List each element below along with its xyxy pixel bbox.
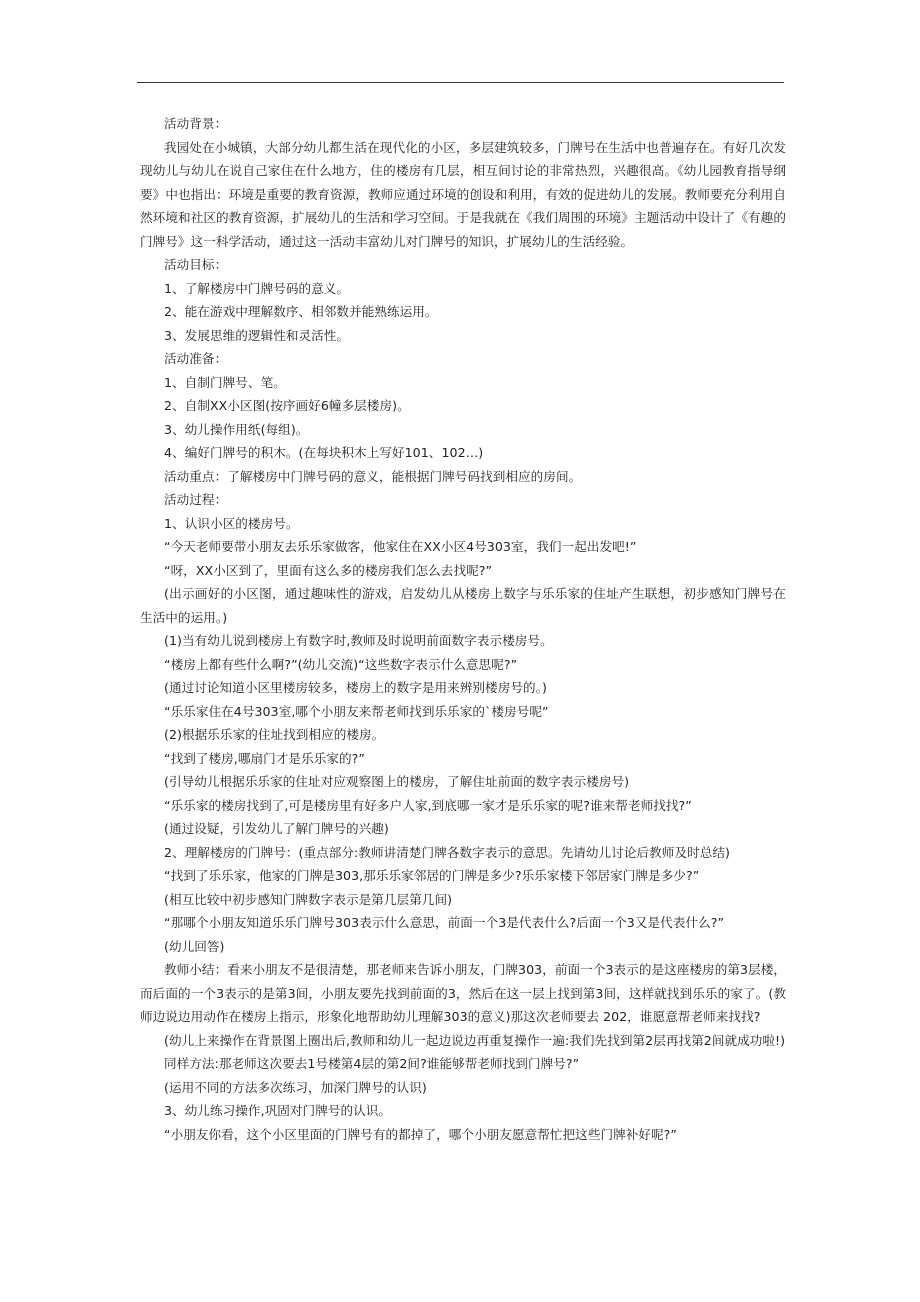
process-text: (2)根据乐乐家的住址找到相应的楼房。: [164, 727, 385, 742]
goal-item-2: 2、能在游戏中理解数序、相邻数并能熟练运用。: [164, 304, 438, 319]
process-text: (通过设疑，引发幼儿了解门牌号的兴趣): [164, 821, 389, 836]
document-body: [140, 112, 786, 1146]
process-text: (幼儿回答): [164, 938, 225, 954]
process-text: (出示画好的小区图，通过趣味性的游戏，启发幼儿从楼房上数字与乐乐家的住址产生联想，初步感知门牌号在生活中的运用。): [140, 586, 786, 625]
process-step-1: 1、认识小区的楼房号。: [164, 515, 299, 531]
goal-item-1: 1、了解楼房中门牌号码的意义。: [164, 280, 350, 296]
header-rule: [137, 82, 784, 83]
prep-item-4: 4、编好门牌号的积木。(在每块积木上写好101、102…): [164, 445, 484, 460]
heading-process: 活动过程：: [164, 492, 228, 507]
process-text: “找到了乐乐家，他家的门牌是303,那乐乐家邻居的门牌是多少?乐乐家楼下邻居家门牌是多少?”: [164, 868, 700, 883]
process-text: (相互比较中初步感知门牌数字表示是第几层第几间): [164, 891, 453, 907]
key-point: 活动重点：了解楼房中门牌号码的意义，能根据门牌号码找到相应的房间。: [164, 468, 582, 484]
process-text: (1)当有幼儿说到楼房上有数字时,教师及时说明前面数字表示楼房号。: [164, 633, 553, 648]
process-text: (幼儿上来操作在背景图上圈出后,教师和幼儿一起边说边再重复操作一遍:我们先找到第2层再找第2间就成功啦!): [164, 1032, 786, 1048]
heading-goals: 活动目标：: [164, 257, 228, 272]
process-step-2: 2、理解楼房的门牌号：(重点部分:教师讲清楚门牌各数字表示的意思。先请幼儿讨论后教师及时总结): [164, 844, 730, 860]
process-text: “乐乐家住在4号303室,哪个小朋友来帮老师找到乐乐家的`楼房号呢”: [164, 703, 549, 719]
process-text: “楼房上都有些什么啊?”(幼儿交流)“这些数字表示什么意思呢?”: [164, 656, 518, 672]
process-text: “乐乐家的楼房找到了,可是楼房里有好多户人家,到底哪一家才是乐乐家的呢?谁来帮老师找找?”: [164, 797, 692, 813]
heading-background: 活动背景：: [164, 116, 228, 131]
process-text: “那哪个小朋友知道乐乐门牌号303表示什么意思，前面一个3是代表什么?后面一个3又是代表什么?”: [164, 915, 725, 930]
process-text: “找到了楼房,哪扇门才是乐乐家的?”: [164, 750, 365, 766]
process-text: “呀，XX小区到了，里面有这么多的楼房我们怎么去找呢?”: [164, 562, 493, 578]
process-step-3: 3、幼儿练习操作,巩固对门牌号的认识。: [164, 1103, 392, 1118]
process-text: (引导幼儿根据乐乐家的住址对应观察图上的楼房，了解住址前面的数字表示楼房号): [164, 774, 630, 789]
prep-item-2: 2、自制XX小区图(按序画好6幢多层楼房)。: [164, 398, 410, 413]
teacher-summary: 教师小结：看来小朋友不是很清楚，那老师来告诉小朋友，门牌303，前面一个3表示的是这座楼房的第3层楼，而后面的一个3表示的是第3间，小朋友要先找到前面的3，然后在这一层上找到第3间，这样就找到乐乐的家了。(教师边说边用动作在楼房上指示，形象化地帮助幼儿理解303的意义)那这次老师要去 202，谁愿意帮老师来找找?: [140, 962, 786, 1024]
process-text: 同样方法:那老师这次要去1号楼第4层的第2间?谁能够帮老师找到门牌号?”: [164, 1056, 580, 1071]
paragraph-background: 我园处在小城镇，大部分幼儿都生活在现代化的小区，多层建筑较多，门牌号在生活中也普遍存在。有好几次发现幼儿与幼儿在说自己家住在什么地方，住的楼房有几层，相互间讨论的非常热烈，兴趣很高。《幼儿园教育指导纲要》中也指出：环境是重要的教育资源，教师应通过环境的创设和利用，有效的促进幼儿的发展。教师要充分利用自然环境和社区的教育资源，扩展幼儿的生活和学习空间。于是我就在《我们周围的环境》主题活动中设计了《有趣的门牌号》这一科学活动，通过这一活动丰富幼儿对门牌号的知识，扩展幼儿的生活经验。: [140, 139, 786, 249]
process-text: (运用不同的方法多次练习，加深门牌号的认识): [164, 1079, 427, 1095]
prep-item-3: 3、幼儿操作用纸(每组)。: [164, 421, 309, 437]
process-text: “今天老师要带小朋友去乐乐家做客，他家住在XX小区4号303室，我们一起出发吧!”: [164, 539, 637, 554]
process-text: (通过讨论知道小区里楼房较多，楼房上的数字是用来辨别楼房号的。): [164, 680, 547, 695]
heading-preparation: 活动准备：: [164, 351, 228, 366]
process-text: “小朋友你看，这个小区里面的门牌号有的都掉了，哪个小朋友愿意帮忙把这些门牌补好呢?”: [164, 1126, 677, 1142]
prep-item-1: 1、自制门牌号、笔。: [164, 374, 286, 390]
goal-item-3: 3、发展思维的逻辑性和灵活性。: [164, 327, 350, 343]
